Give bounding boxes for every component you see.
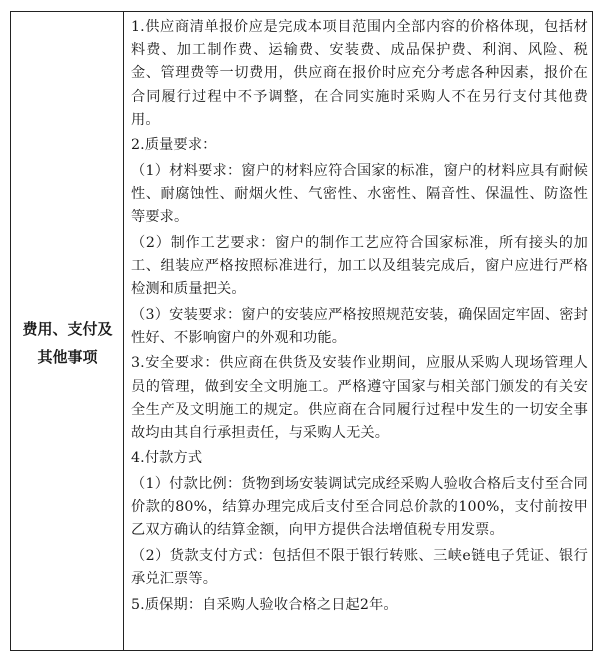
paragraph-installation: （3）安装要求：窗户的安装应严格按照规范安装，确保固定牢固、密封性好、不影响窗户的外观和功能。 [131,306,588,346]
row-label-line-2: 其他事项 [37,348,98,366]
label-cell [11,12,124,650]
paragraph-craft: （2）制作工艺要求：窗户的制作工艺应符合国家标准，所有接头的加工、组装应严格按照标准进行，加工以及组装完成后，窗户应进行严格检测和质量把关。 [131,234,588,298]
content-cell [131,16,588,619]
paragraph-payment-heading: 4.付款方式 [131,450,203,467]
paragraph-safety: 3.安全要求：供应商在供货及安装作业期间，应服从采购人现场管理人员的管理，做到安全文明施工。严格遵守国家与相关部门颁发的有关安全生产及文明施工的规定。供应商在合同履行过程中发生的一切安全事故均由其自行承担责任，与采购人无关。 [131,355,588,441]
terms-table [10,11,593,651]
row-label [11,315,124,371]
paragraph-quality-heading: 2.质量要求： [131,137,217,154]
paragraph-payment-method: （2）货款支付方式：包括但不限于银行转账、三峡e链电子凭证、银行承兑汇票等。 [131,547,588,588]
paragraph-material: （1）材料要求：窗户的材料应符合国家的标准，窗户的材料应具有耐候性、耐腐蚀性、耐烟火性、气密性、水密性、隔音性、保温性、防盗性等要求。 [131,162,588,226]
row-label-line-1: 费用、支付及 [22,320,113,338]
paragraph-pricing: 1.供应商清单报价应是完成本项目范围内全部内容的价格体现，包括材料费、加工制作费、运输费、安装费、成品保护费、利润、风险、税金、管理费等一切费用，供应商在报价时应充分考虑各种因素，报价在合同履行过程中不予调整，在合同实施时采购人不在另行支付其他费用。 [131,19,588,128]
paragraph-warranty: 5.质保期：自采购人验收合格之日起2年。 [131,596,398,613]
paragraph-payment-ratio: （1）付款比例：货物到场安装调试完成经采购人验收合格后支付至合同价款的80%，结算办理完成后支付至合同总价款的100%，支付前按甲乙双方确认的结算金额，向甲方提供合法增值税专用发票。 [131,475,588,539]
